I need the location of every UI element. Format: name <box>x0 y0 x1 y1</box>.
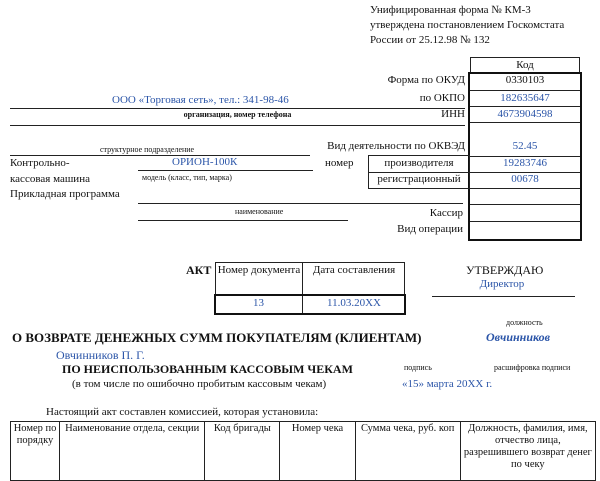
table-header-row <box>11 422 596 481</box>
header-authorizer: Должность, фамилия, имя, отчество лица, разрешившего возврат денег по чеку <box>460 422 595 481</box>
okpo-label: по ОКПО <box>419 92 465 104</box>
act-col-date-header: Дата составления <box>312 264 396 276</box>
act-number-value: 13 <box>253 297 264 309</box>
okpo-value: 182635647 <box>500 92 550 104</box>
cashier-label: Кассир <box>429 207 463 219</box>
approve-title: УТВЕРЖДАЮ <box>466 263 544 277</box>
act-title-line1: О ВОЗВРАТЕ ДЕНЕЖНЫХ СУММ ПОКУПАТЕЛЯМ (КЛИЕНТАМ) <box>12 330 422 345</box>
header-row-number: Номер по порядку <box>11 422 60 481</box>
okud-label: Форма по ОКУД <box>387 74 465 86</box>
okud-value: 0330103 <box>505 74 545 86</box>
returns-table <box>10 421 596 481</box>
decoding-caption: расшифровка подписи <box>494 363 571 372</box>
inn-label: ИНН <box>441 108 465 120</box>
header-check-number: Номер чека <box>280 422 355 481</box>
manufacturer-label: производителя <box>384 157 454 169</box>
registration-label: регистрационный <box>377 173 461 185</box>
header-team-code: Код бригады <box>205 422 280 481</box>
registration-value: 00678 <box>511 173 539 185</box>
act-title-line2: ПО НЕИСПОЛЬЗОВАННЫМ КАССОВЫМ ЧЕКАМ <box>62 362 353 376</box>
act-date-value: 11.03.20ХХ <box>327 297 381 309</box>
inn-value: 4673904598 <box>497 108 553 120</box>
approve-signature: Овчинников <box>486 330 550 344</box>
kkm-label-line1: Контрольно- <box>10 157 70 169</box>
form-header-line1: Унифицированная форма № КМ-3 <box>370 4 531 16</box>
header-department: Наименование отдела, секции <box>60 422 205 481</box>
okved-label: Вид деятельности по ОКВЭД <box>327 140 465 152</box>
form-header-line2: утверждена постановлением Госкомстата <box>370 19 565 31</box>
number-label: номер <box>325 157 354 169</box>
app-caption: наименование <box>235 207 284 216</box>
organization-value: ООО «Торговая сеть», тел.: 341-98-46 <box>112 94 289 106</box>
signature-caption: подпись <box>404 363 432 372</box>
act-label: АКТ <box>186 263 212 277</box>
division-caption: структурное подразделение <box>100 145 195 154</box>
act-title-line3: (в том числе по ошибочно пробитым кассовым чекам) <box>72 378 327 390</box>
commission-text: Настоящий акт составлен комиссией, которая установила: <box>46 406 319 418</box>
header-check-amount: Сумма чека, руб. коп <box>355 422 460 481</box>
approve-decoding: Овчинников П. Г. <box>56 348 145 362</box>
position-caption: должность <box>506 318 543 327</box>
act-col-number-header: Номер документа <box>217 264 301 276</box>
kkm-label-line2: кассовая машина <box>10 173 90 185</box>
code-column-title-box <box>470 57 580 73</box>
approve-position: Директор <box>479 278 525 290</box>
organization-caption: организация, номер телефона <box>183 110 292 119</box>
app-label: Прикладная программа <box>10 188 120 200</box>
code-column-title: Код <box>516 59 534 71</box>
kkm-model-caption: модель (класс, тип, марка) <box>142 173 232 182</box>
form-header-line3: России от 25.12.98 № 132 <box>370 34 490 46</box>
manufacturer-value: 19283746 <box>503 157 547 169</box>
kkm-model-value: ОРИОН-100К <box>172 156 238 168</box>
okved-value: 52.45 <box>512 140 538 152</box>
operation-label: Вид операции <box>397 223 463 235</box>
approve-date: «15» марта 20ХХ г. <box>402 378 493 390</box>
